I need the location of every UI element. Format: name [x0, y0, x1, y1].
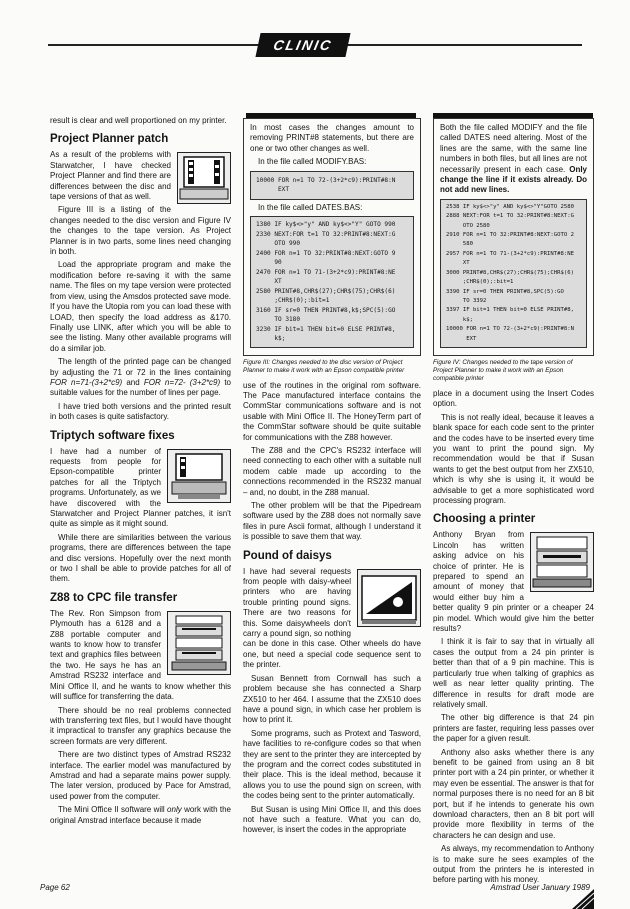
paragraph: I have tried both versions and the printed result in both cases is quite satisfactory. [50, 401, 231, 422]
paragraph: Susan Bennett from Cornwall has such a problem because she has connected a Sharp ZX510 to her 464. I assume that the ZX510 does have a pound sign, in which case her problem is how to print it. [243, 673, 421, 725]
interface-illustration [167, 611, 231, 675]
file-label: In the file called MODIFY.BAS: [258, 157, 367, 167]
paragraph: Anthony also asks whether there is any benefit to be gained from using an 8 bit printer port with a 24 pin printer, or whether it may even be essential. The answer is that for normal purposes there is no need for an 8 bit port, but if he intends to generate his own download characters, then an 8 bit port will provide more flexibility in terms of the characters he can design and use. [433, 747, 594, 840]
figure-3-caption: Figure III: Changes needed to the disc version of Project Planner to make it work with an Epson compatible printer [243, 358, 405, 374]
column-3 [433, 118, 594, 909]
paragraph: Some programs, such as Protext and Tasword, have facilities to re-configure codes so that when they are sent to the printer they are intercepted by the program and the correct codes substituted in their place. This is the ideal method, because it allows you to use the pound sign on screen, with the codes being sent to the printer automatically. [243, 728, 421, 801]
page-number: Page 62 [40, 883, 70, 892]
text: The length of the printed page can be changed by adjusting the 71 or 72 in the lines containing [50, 357, 231, 377]
paragraph: The Rev. Ron Simpson from Plymouth has a 6128 and a Z88 portable computer and wants to know how to transfer text and graphics files between the two. He says he has an Amstrad RS232 interface and Mini Office II, and he wants to know whether this will suffice for transferring the data. [50, 608, 231, 702]
paragraph: use of the routines in the original rom software. The Pace manufactured interface contains the CommStar communications software and is not usable with Mini Office II. The HoneyTerm part of the CommStar software should be quite suitable for communications with the Z88 however. [243, 380, 421, 442]
code-inline: FOR n=72- (3+2*c9) [143, 377, 221, 387]
heading-daisys: Pound of daisys [243, 549, 332, 562]
paragraph: I think it is fair to say that in virtually all cases the output from a 24 pin printer is better than that of a 9 pin machine. This is particularly true when talking of graphics as well as near letter quality printing. The difference in results for draft mode are relatively small. [433, 637, 594, 709]
text: work with the original Amstrad interface because it made [50, 805, 232, 825]
column-1 [50, 116, 231, 829]
code-listing-tape: 2538 IF ky$<>"y" AND ky$<>"Y"GOTO 2580 2888 NEXT:FOR t=1 TO 32:PRINT#8:NEXT:G OTO 2580 2910 FOR n=1 TO 32:PRINT#8:NEXT:GOTO 2 580 2957 FOR n=1 TO 71-(3+2*c9):PRINT#8:NE XT 3000 PRINT#8,CHR$(27);CHR$(75);CHR$(6) ;CHR$(0);:bit=1 3390 IF sr=0 THEN PRINT#8,SPC(5):GO TO 3392 3397 IF bit=1 THEN bit=0 ELSE PRINT#8, k$; 10000 FOR n=1 TO 72-(3+2*c9):PRINT#8:N EXT [440, 199, 587, 348]
code-inline: FOR n=71-(3+2*c9) [50, 377, 123, 387]
text: Both the file called MODIFY and the file called DATES need altering. Most of the lines are the same, with the same line numbers in both files, but all lines are not necessarily present in each case. [440, 123, 587, 174]
paragraph: Figure III is a listing of the changes needed to the disc version and Figure IV the changes to the tape version. As Project Planner is in two parts, some lines need changing in both. [50, 205, 231, 257]
printer-illustration [167, 449, 231, 503]
file-label: In the file called DATES.BAS: [258, 202, 363, 212]
paragraph [50, 805, 231, 826]
issue-label: Amstrad User January 1989 [490, 883, 590, 892]
paragraph: There are two distinct types of Amstrad RS232 interface. The earlier model was manufactured by Amstrad and had a separate mains power supply. The later version, produced by Pace for Amstrad, used power from the computer. [50, 750, 231, 801]
intro-text: result is clear and well proportioned on my printer. [50, 116, 227, 125]
paragraph: But Susan is using Mini Office II, and this does not have such a feature. What you can do, however, is insert the codes in the appropriate [243, 804, 421, 835]
paragraph: I have had a number of requests from people for Epson-compatible printer patches for all the Triptych programs. Unfortunately, as we have discovered with the Starwatcher and Project Planner patches, it isn't quite as simple as it might sound. [50, 446, 231, 529]
code-listing-dates: 1380 IF ky$<>"y" AND ky$<>"Y" GOTO 990 2330 NEXT:FOR t=1 TO 32:PRINT#8:NEXT:G OTO 990 2400 FOR n=1 TO 32:PRINT#8:NEXT:GOTO 9 90 2470 FOR n=1 TO 71-(3+2*c9):PRINT#8:NE XT 2580 PRINT#8,CHR$(27);CHR$(75);CHR$(6) ;CHR$(0);:bit=1 3160 IF sr=0 THEN PRINT#8,k$;SPC(5):GO TO 3180 3230 IF bit=1 THEN bit=0 ELSE PRINT#8, k$; [250, 216, 414, 348]
box-intro [440, 123, 587, 196]
heading-choosing-printer: Choosing a printer [433, 513, 536, 526]
dot-matrix-printer-illustration [530, 532, 594, 592]
paragraph: The other problem will be that the Pipedream software used by the Z88 does not normally save files in pure Ascii format, although I understand it is possible to save them that way. [243, 501, 421, 542]
figure-3-box [243, 118, 421, 356]
text: and [122, 377, 144, 387]
paragraph: This is not really ideal, because it leaves a blank space for each code sent to the printer and the codes have to be inserted every time you want to print the pound sign. My recommendation would be that if Susan wants to get the best output from her ZX510, which is why she is using it, it would be advisable to get a more sophisticated word processing program. [433, 412, 594, 505]
emphasis: only [167, 805, 182, 815]
paragraph: There should be no real problems connected with transferring text files, but I would have thought it impractical to transfer any graphics because the screen formats are very different. [50, 705, 231, 746]
paragraph: I have had several requests from people with daisy-wheel printers who are having trouble printing pound signs. There are two reasons for this. Some daisywheels don't carry a pound sign, so nothing can be done in this case. Other wheels do have one, but need a special code sequence sent to the printer. [243, 566, 421, 670]
text: to suitable values for the number of lines per page. [50, 377, 231, 398]
paragraph: The Z88 and the CPC's RS232 interface will need connecting to each other with a suitable null modem cable made up according to the connections recommended in the RS232 manual – and, no doubt, in the Z88 manual. [243, 445, 421, 497]
paragraph: Anthony Bryan from Lincoln has written asking advice on his choice of printer. He is prepared to spend an amount of money that would either buy him a better quality 9 pin printer or a cheaper 24 pin model. Which would give him the better results? [433, 530, 594, 634]
section-banner: CLINIC [255, 33, 350, 57]
paragraph: While there are similarities between the various programs, there are differences between the tape and disc versions. Hopefully over the next month or two I shall be able to provide patches for all of them. [50, 532, 231, 584]
paragraph: The other big difference is that 24 pin printers are faster, requiring less passes over the paper for a given result. [433, 713, 594, 744]
column-2 [243, 118, 421, 839]
box-intro: In most cases the changes amount to removing PRINT#8 statements, but there are one or two other changes as well. [250, 123, 414, 153]
computer-illustration [177, 152, 231, 204]
paragraph: place in a document using the Insert Codes option. [433, 388, 594, 409]
daisywheel-printer-illustration [357, 569, 421, 627]
code-listing-modify: 10000 FOR n=1 TO 72-(3+2*c9):PRINT#8:N EXT [250, 171, 414, 200]
heading-project-planner: Project Planner patch [50, 133, 169, 146]
figure-4-box [433, 118, 594, 356]
heading-z88: Z88 to CPC file transfer [50, 591, 178, 604]
paragraph: As a result of the problems with Starwatcher, I have checked Project Planner and find there are differences between the disc and tape versions of that as well. [50, 150, 171, 202]
figure-4-caption: Figure IV: Changes needed to the tape version of Project Planner to make it work with an Epson compatible printer [433, 358, 573, 382]
heading-triptych: Triptych software fixes [50, 429, 175, 442]
paragraph: Load the appropriate program and make the modification before re-saving it with the same name. The files on my tape version were protected from view, using the Amsdos protected save mode. If you have the Utopia rom you can load these with LOAD, then specify the load address as &170. Finally use LINK, after which you will be able to see the listing. Many other available programs will do a similar job. [50, 260, 231, 353]
text: The Mini Office II software will [58, 805, 168, 815]
paragraph: As always, my recommendation to Anthony is to make sure he sees examples of the output from the printers he is interested in before parting with his money. [433, 844, 594, 885]
warning-text: Only change the line if it exists already. Do not add new lines. [440, 164, 587, 195]
paragraph [50, 357, 231, 399]
